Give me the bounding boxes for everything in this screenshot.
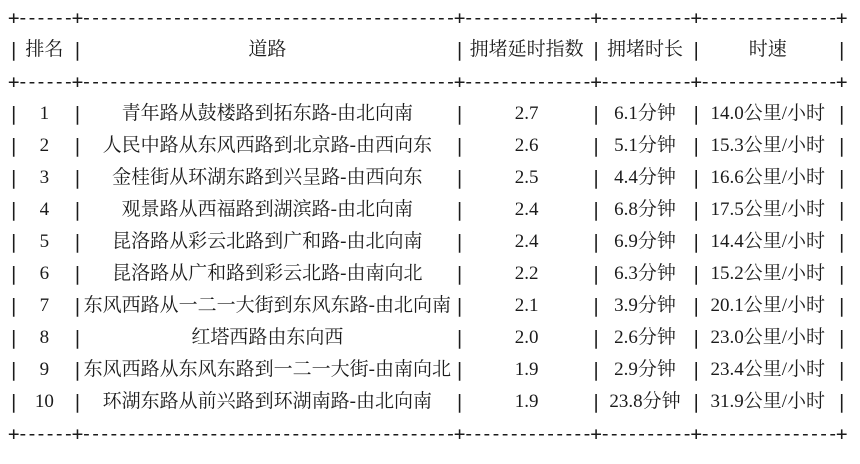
data-cell-0: 3 (39, 167, 50, 188)
pipe-separator: | (590, 199, 602, 221)
pipe-separator: | (453, 231, 466, 253)
data-cell-0: 10 (34, 391, 54, 412)
border-dashes: ---------- (599, 423, 691, 445)
pipe-separator: | (590, 231, 602, 253)
plus-corner-glyph: + (8, 7, 20, 29)
data-cell-3: 6.9分钟 (614, 231, 676, 252)
plus-corner-glyph: + (453, 71, 466, 93)
pipe-separator: | (836, 167, 848, 189)
pipe-separator: | (690, 295, 702, 317)
data-cell-4: 31.9公里/小时 (710, 391, 826, 412)
pipe-separator: | (836, 359, 848, 381)
pipe-separator: | (8, 263, 20, 285)
plus-corner-glyph: + (71, 71, 84, 93)
border-dashes: ----------------------------------------- (80, 7, 454, 29)
data-cell-0: 2 (39, 135, 50, 156)
table-row (8, 386, 860, 418)
header-cell-0: 排名 (25, 39, 64, 60)
data-cell-2: 1.9 (514, 359, 539, 380)
header-cell-3: 拥堵时长 (606, 39, 683, 60)
pipe-separator: | (71, 199, 84, 221)
data-cell-1: 昆洛路从广和路到彩云北路-由南向北 (112, 263, 423, 284)
data-cell-1: 金桂街从环湖东路到兴呈路-由西向东 (112, 167, 423, 188)
pipe-separator: | (690, 103, 702, 125)
data-cell-2: 2.0 (514, 327, 539, 348)
data-cell-3: 6.1分钟 (614, 103, 676, 124)
pipe-separator: | (71, 391, 84, 413)
table-row (8, 162, 860, 194)
data-cell-4: 16.6公里/小时 (710, 167, 826, 188)
plus-corner-glyph: + (8, 71, 20, 93)
pipe-separator: | (453, 295, 466, 317)
pipe-separator: | (590, 263, 602, 285)
pipe-separator: | (690, 167, 702, 189)
data-cell-2: 2.6 (514, 135, 539, 156)
pipe-separator: | (690, 199, 702, 221)
data-cell-4: 15.3公里/小时 (710, 135, 826, 156)
pipe-separator: | (8, 231, 20, 253)
data-cell-4: 15.2公里/小时 (710, 263, 826, 284)
table-row (8, 226, 860, 258)
pipe-separator: | (590, 167, 602, 189)
pipe-separator: | (71, 103, 84, 125)
border-dashes: ------ (17, 71, 72, 93)
pipe-separator: | (8, 135, 20, 157)
data-cell-4: 23.0公里/小时 (710, 327, 826, 348)
table-border-row (8, 66, 860, 98)
data-cell-1: 人民中路从东风西路到北京路-由西向东 (102, 135, 432, 156)
data-cell-1: 东风西路从一二一大街到东风东路-由北向南 (83, 295, 451, 316)
data-cell-2: 2.2 (514, 263, 539, 284)
data-cell-3: 6.8分钟 (614, 199, 676, 220)
plus-corner-glyph: + (453, 7, 466, 29)
pipe-separator: | (453, 263, 466, 285)
pipe-separator: | (690, 263, 702, 285)
table-border-row (8, 418, 860, 450)
plus-corner-glyph: + (590, 423, 602, 445)
data-cell-3: 4.4分钟 (614, 167, 676, 188)
data-cell-4: 23.4公里/小时 (710, 359, 826, 380)
border-dashes: -------------- (462, 423, 591, 445)
plus-corner-glyph: + (590, 7, 602, 29)
pipe-separator: | (71, 295, 84, 317)
data-cell-1: 红塔西路由东向西 (191, 327, 344, 348)
table-row (8, 194, 860, 226)
data-cell-1: 青年路从鼓楼路到拓东路-由北向南 (121, 103, 413, 124)
plus-corner-glyph: + (690, 7, 702, 29)
plus-corner-glyph: + (836, 71, 848, 93)
pipe-separator: | (8, 359, 20, 381)
data-cell-1: 昆洛路从彩云北路到广和路-由北向南 (112, 231, 423, 252)
data-cell-1: 观景路从西福路到湖滨路-由北向南 (121, 199, 413, 220)
data-cell-2: 2.5 (514, 167, 539, 188)
pipe-separator: | (71, 167, 84, 189)
border-dashes: -------------- (462, 7, 591, 29)
pipe-separator: | (8, 39, 20, 61)
data-cell-0: 9 (39, 359, 50, 380)
pipe-separator: | (8, 103, 20, 125)
table-row (8, 258, 860, 290)
data-cell-0: 4 (39, 199, 50, 220)
data-cell-3: 2.9分钟 (614, 359, 676, 380)
pipe-separator: | (71, 231, 84, 253)
table-row (8, 354, 860, 386)
pipe-separator: | (453, 391, 466, 413)
plus-corner-glyph: + (690, 71, 702, 93)
plus-corner-glyph: + (71, 7, 84, 29)
border-dashes: ---------- (599, 71, 691, 93)
pipe-separator: | (836, 199, 848, 221)
border-dashes: --------------- (699, 71, 837, 93)
pipe-separator: | (453, 135, 466, 157)
header-cell-2: 拥堵延时指数 (469, 39, 584, 60)
pipe-separator: | (836, 327, 848, 349)
pipe-separator: | (690, 327, 702, 349)
header-cell-1: 道路 (248, 39, 287, 60)
table-border-row (8, 2, 860, 34)
pipe-separator: | (8, 391, 20, 413)
border-dashes: --------------- (699, 7, 837, 29)
data-cell-3: 2.6分钟 (614, 327, 676, 348)
data-cell-1: 环湖东路从前兴路到环湖南路-由北向南 (102, 391, 432, 412)
pipe-separator: | (453, 359, 466, 381)
pipe-separator: | (590, 135, 602, 157)
data-cell-4: 20.1公里/小时 (710, 295, 826, 316)
plus-corner-glyph: + (690, 423, 702, 445)
pipe-separator: | (836, 391, 848, 413)
pipe-separator: | (590, 391, 602, 413)
border-dashes: ------ (17, 7, 72, 29)
data-cell-0: 6 (39, 263, 50, 284)
pipe-separator: | (690, 39, 702, 61)
pipe-separator: | (453, 103, 466, 125)
pipe-separator: | (453, 167, 466, 189)
table-row (8, 322, 860, 354)
pipe-separator: | (8, 295, 20, 317)
pipe-separator: | (836, 231, 848, 253)
data-cell-0: 5 (39, 231, 50, 252)
table-row (8, 130, 860, 162)
plus-corner-glyph: + (836, 7, 848, 29)
pipe-separator: | (836, 39, 848, 61)
pipe-separator: | (590, 359, 602, 381)
pipe-separator: | (590, 327, 602, 349)
pipe-separator: | (8, 167, 20, 189)
pipe-separator: | (453, 39, 466, 61)
data-cell-3: 23.8分钟 (609, 391, 681, 412)
header-cell-4: 时速 (748, 39, 787, 60)
border-dashes: ----------------------------------------- (80, 423, 454, 445)
pipe-separator: | (690, 359, 702, 381)
data-cell-2: 2.1 (514, 295, 539, 316)
data-cell-3: 6.3分钟 (614, 263, 676, 284)
pipe-separator: | (71, 263, 84, 285)
pipe-separator: | (690, 391, 702, 413)
pipe-separator: | (453, 199, 466, 221)
pipe-separator: | (71, 39, 84, 61)
data-cell-0: 8 (39, 327, 50, 348)
pipe-separator: | (836, 103, 848, 125)
border-dashes: ---------- (599, 7, 691, 29)
data-cell-4: 14.4公里/小时 (710, 231, 826, 252)
pipe-separator: | (590, 39, 602, 61)
data-cell-4: 17.5公里/小时 (710, 199, 826, 220)
pipe-separator: | (453, 327, 466, 349)
plus-corner-glyph: + (453, 423, 466, 445)
pipe-separator: | (71, 135, 84, 157)
plus-corner-glyph: + (8, 423, 20, 445)
table-row (8, 98, 860, 130)
pipe-separator: | (590, 295, 602, 317)
pipe-separator: | (690, 231, 702, 253)
data-cell-2: 2.4 (514, 199, 539, 220)
pipe-separator: | (690, 135, 702, 157)
data-cell-3: 5.1分钟 (614, 135, 676, 156)
pipe-separator: | (8, 199, 20, 221)
pipe-separator: | (590, 103, 602, 125)
border-dashes: ------ (17, 423, 72, 445)
pipe-separator: | (836, 295, 848, 317)
pipe-separator: | (836, 135, 848, 157)
pipe-separator: | (836, 263, 848, 285)
table-header-row (8, 34, 860, 66)
data-cell-2: 1.9 (514, 391, 539, 412)
plus-corner-glyph: + (836, 423, 848, 445)
data-cell-3: 3.9分钟 (614, 295, 676, 316)
pipe-separator: | (8, 327, 20, 349)
pipe-separator: | (71, 359, 84, 381)
table-row (8, 290, 860, 322)
border-dashes: ----------------------------------------- (80, 71, 454, 93)
data-cell-2: 2.4 (514, 231, 539, 252)
pipe-separator: | (71, 327, 84, 349)
data-cell-1: 东风西路从东风东路到一二一大街-由南向北 (83, 359, 451, 380)
border-dashes: -------------- (462, 71, 591, 93)
border-dashes: --------------- (699, 423, 837, 445)
data-cell-4: 14.0公里/小时 (710, 103, 826, 124)
data-cell-0: 7 (39, 295, 50, 316)
plus-corner-glyph: + (590, 71, 602, 93)
data-cell-2: 2.7 (514, 103, 539, 124)
data-cell-0: 1 (39, 103, 50, 124)
plus-corner-glyph: + (71, 423, 84, 445)
